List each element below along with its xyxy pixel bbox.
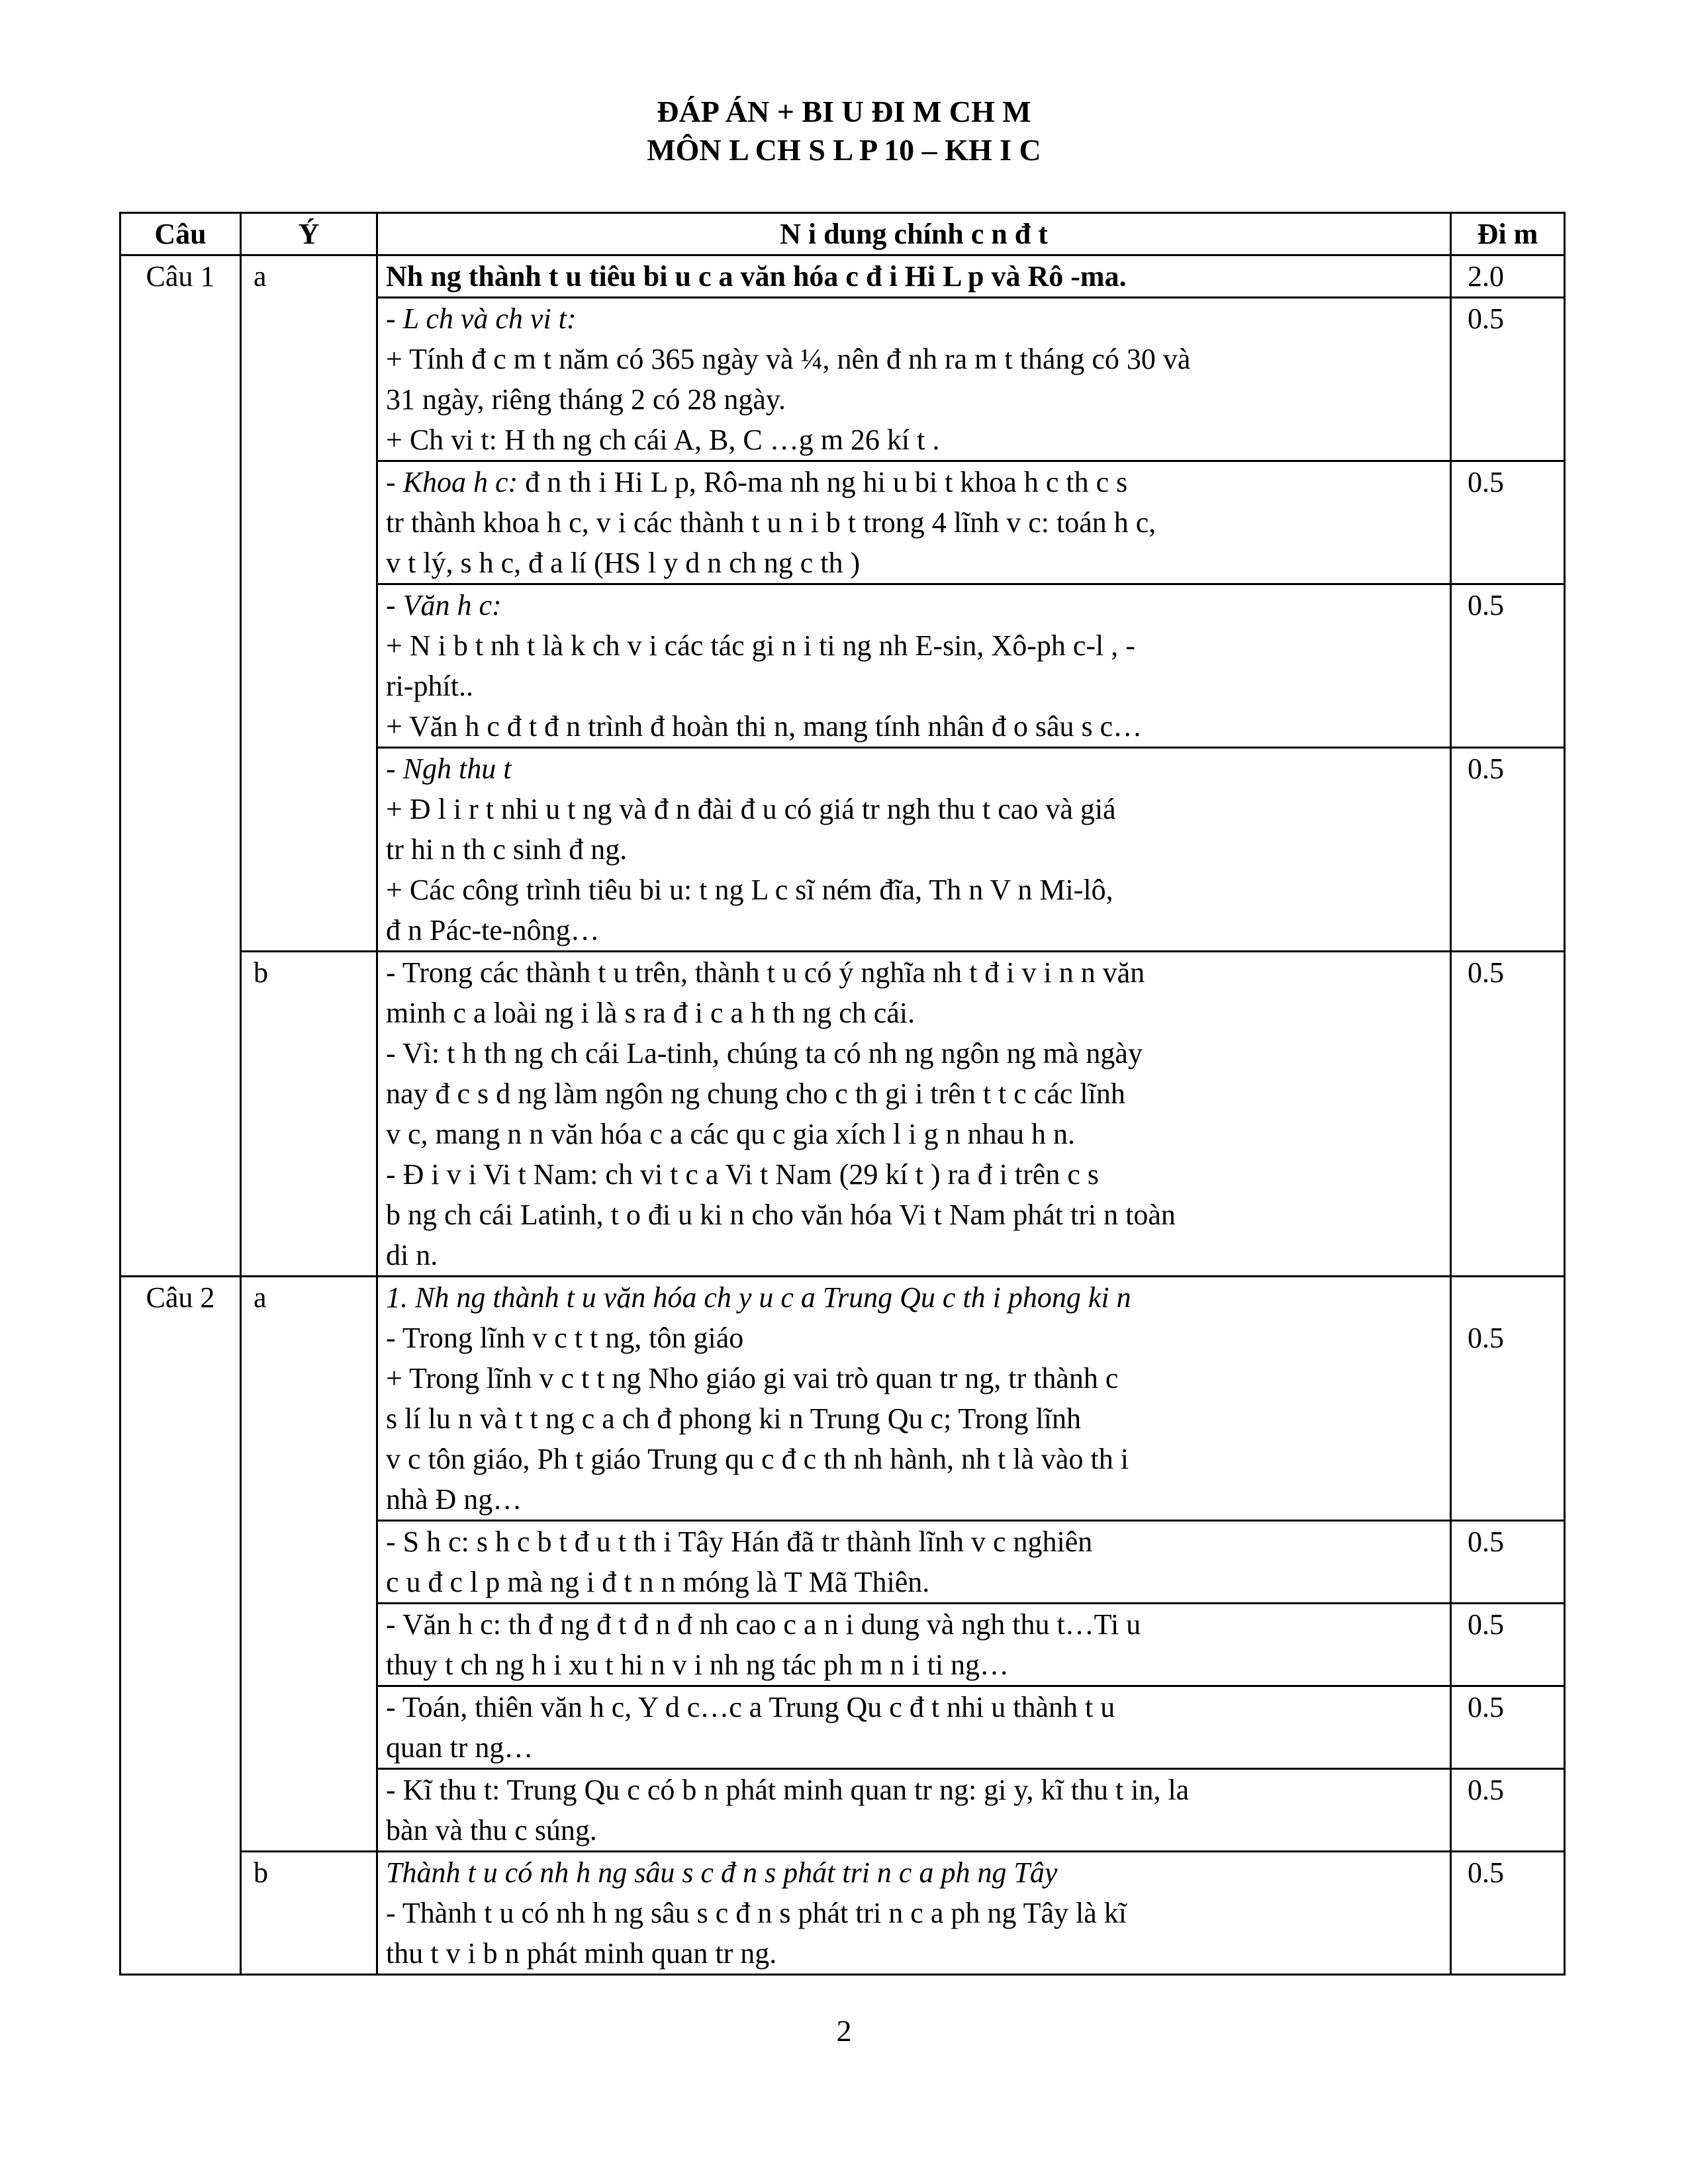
content-line: - Văn h c: th đ ng đ t đ n đ nh cao c a n i dung và ngh thu t…Ti u bbox=[386, 1608, 1141, 1641]
q1-a-item-3 bbox=[377, 584, 1451, 748]
score-cell: 0.5 bbox=[1451, 1852, 1565, 1975]
content-line: bàn và thu c súng. bbox=[386, 1814, 597, 1846]
q2-a-item-4 bbox=[377, 1686, 1451, 1769]
score-cell: 0.5 bbox=[1451, 1686, 1565, 1769]
content-line bbox=[386, 462, 1442, 502]
q1-a-title-score: 2.0 bbox=[1451, 255, 1565, 298]
header-y: Ý bbox=[241, 213, 377, 255]
q2-a-item-3 bbox=[377, 1604, 1451, 1686]
score-cell: 0.5 bbox=[1451, 1604, 1565, 1686]
content-line: nay đ c s d ng làm ngôn ng chung cho c th gi i trên t t c các lĩnh bbox=[386, 1077, 1125, 1110]
content-line: minh c a loài ng i là s ra đ i c a h th ng ch cái. bbox=[386, 997, 915, 1029]
document-title-line-2: MÔN L CH S L P 10 – KH I C bbox=[647, 133, 1041, 167]
table-header-row bbox=[120, 213, 1565, 255]
table-row bbox=[120, 1852, 1565, 1975]
score-cell: 0.5 bbox=[1451, 461, 1565, 584]
q2-b-label: b bbox=[241, 1852, 377, 1975]
q1-b-content bbox=[377, 952, 1451, 1277]
score-cell: 0.5 bbox=[1451, 748, 1565, 952]
content-line: v c tôn giáo, Ph t giáo Trung qu c đ c th nh hành, nh t là vào th i bbox=[386, 1443, 1129, 1475]
content-line: s lí lu n và t t ng c a ch đ phong ki n Trung Qu c; Trong lĩnh bbox=[386, 1402, 1081, 1435]
score-cell: 0.5 bbox=[1451, 1277, 1565, 1521]
score-cell: 0.5 bbox=[1451, 1769, 1565, 1852]
content-line: + N i b t nh t là k ch v i các tác gi n i ti ng nh E-sin, Xô-ph c-l , - bbox=[386, 629, 1135, 662]
content-line: ri-phít.. bbox=[386, 670, 473, 702]
content-line: di n. bbox=[386, 1239, 438, 1271]
q1-a-label: a bbox=[241, 255, 377, 952]
content-line-rest: đ n th i Hi L p, Rô-ma nh ng hi u bi t khoa h c th c s bbox=[518, 466, 1128, 498]
content-line: thu t v i b n phát minh quan tr ng. bbox=[386, 1937, 777, 1970]
content-line: b ng ch cái Latinh, t o đi u ki n cho văn hóa Vi t Nam phát tri n toàn bbox=[386, 1199, 1176, 1231]
content-line: 31 ngày, riêng tháng 2 có 28 ngày. bbox=[386, 383, 786, 416]
score-cell: 0.5 bbox=[1451, 1521, 1565, 1604]
content-line: - Trong các thành t u trên, thành t u có ý nghĩa nh t đ i v i n n văn bbox=[386, 956, 1145, 989]
content-line: v c, mang n n văn hóa c a các qu c gia xích l i g n nhau h n. bbox=[386, 1118, 1076, 1150]
q1-b-label: b bbox=[241, 952, 377, 1277]
q1-label: Câu 1 bbox=[120, 255, 241, 1277]
content-line: thuy t ch ng h i xu t hi n v i nh ng tác ph m n i ti ng… bbox=[386, 1649, 1009, 1681]
content-line: - Thành t u có nh h ng sâu s c đ n s phát tri n c a ph ng Tây là kĩ bbox=[386, 1897, 1127, 1929]
content-line: tr thành khoa h c, v i các thành t u n i b t trong 4 lĩnh v c: toán h c, bbox=[386, 506, 1156, 539]
q1-a-item-2 bbox=[377, 461, 1451, 584]
content-line: - S h c: s h c b t đ u t th i Tây Hán đã tr thành lĩnh v c nghiên bbox=[386, 1525, 1093, 1558]
table-row bbox=[120, 255, 1565, 298]
content-line: nhà Đ ng… bbox=[386, 1483, 522, 1516]
document-title-line-1: ĐÁP ÁN + BI U ĐI M CH M bbox=[657, 95, 1031, 128]
q1-a-item-4 bbox=[377, 748, 1451, 952]
header-cau: Câu bbox=[120, 213, 241, 255]
content-line: c u đ c l p mà ng i đ t n n móng là T Mã Thiên. bbox=[386, 1566, 930, 1598]
score-cell: 0.5 bbox=[1451, 952, 1565, 1277]
content-line: - Kĩ thu t: Trung Qu c có b n phát minh quan tr ng: gi y, kĩ thu t in, la bbox=[386, 1774, 1190, 1806]
content-line: tr hi n th c sinh đ ng. bbox=[386, 833, 628, 866]
q2-a-label: a bbox=[241, 1277, 377, 1852]
content-line: + Ch vi t: H th ng ch cái A, B, C …g m 26 kí t . bbox=[386, 424, 940, 456]
content-line-emphasis: - Khoa h c: bbox=[386, 466, 518, 498]
content-line: + Các công trình tiêu bi u: t ng L c sĩ ném đĩa, Th n V n Mi-lô, bbox=[386, 874, 1113, 906]
content-line: - Toán, thiên văn h c, Y d c…c a Trung Qu c đ t nhi u thành t u bbox=[386, 1691, 1115, 1723]
header-diem: Đi m bbox=[1451, 213, 1565, 255]
content-line: + Tính đ c m t năm có 365 ngày và ¼, nên đ nh ra m t tháng có 30 và bbox=[386, 343, 1191, 375]
content-line: - Văn h c: bbox=[386, 589, 502, 621]
content-line: quan tr ng… bbox=[386, 1731, 534, 1764]
table-row bbox=[120, 952, 1565, 1277]
content-line: Thành t u có nh h ng sâu s c đ n s phát tri n c a ph ng Tây bbox=[386, 1856, 1058, 1889]
content-line: + Đ l i r t nhi u t ng và đ n đài đ u có giá tr ngh thu t cao và giá bbox=[386, 793, 1116, 825]
q2-a-item-5 bbox=[377, 1769, 1451, 1852]
q2-a-item-2 bbox=[377, 1521, 1451, 1604]
q1-a-title bbox=[377, 255, 1451, 298]
content-line: - Đ i v i Vi t Nam: ch vi t c a Vi t Nam (29 kí t ) ra đ i trên c s bbox=[386, 1158, 1099, 1191]
page-number: 2 bbox=[836, 2014, 852, 2048]
content-line: - Ngh thu t bbox=[386, 752, 512, 785]
q2-a-item-1 bbox=[377, 1277, 1451, 1521]
q2-label: Câu 2 bbox=[120, 1277, 241, 1975]
content-line: v t lý, s h c, đ a lí (HS l y d n ch ng c th ) bbox=[386, 547, 861, 579]
q2-b-content bbox=[377, 1852, 1451, 1975]
content-line: + Trong lĩnh v c t t ng Nho giáo gi vai trò quan tr ng, tr thành c bbox=[386, 1362, 1119, 1394]
q1-a-title-text: Nh ng thành t u tiêu bi u c a văn hóa c đ i Hi L p và Rô -ma. bbox=[386, 260, 1127, 293]
content-line: 1. Nh ng thành t u văn hóa ch y u c a Trung Qu c th i phong ki n bbox=[386, 1281, 1131, 1314]
answer-key-table bbox=[119, 212, 1566, 1976]
content-line: - L ch và ch vi t: bbox=[386, 302, 577, 335]
score-cell: 0.5 bbox=[1451, 584, 1565, 748]
header-content: N i dung chính c n đ t bbox=[377, 213, 1451, 255]
content-line: - Trong lĩnh v c t t ng, tôn giáo bbox=[386, 1322, 744, 1354]
table-row bbox=[120, 1277, 1565, 1521]
content-line: + Văn h c đ t đ n trình đ hoàn thi n, mang tính nhân đ o sâu s c… bbox=[386, 710, 1143, 743]
content-line: - Vì: t h th ng ch cái La-tinh, chúng ta có nh ng ngôn ng mà ngày bbox=[386, 1037, 1143, 1069]
score-cell: 0.5 bbox=[1451, 298, 1565, 461]
q1-a-item-1 bbox=[377, 298, 1451, 461]
content-line: đ n Pác-te-nông… bbox=[386, 914, 600, 946]
